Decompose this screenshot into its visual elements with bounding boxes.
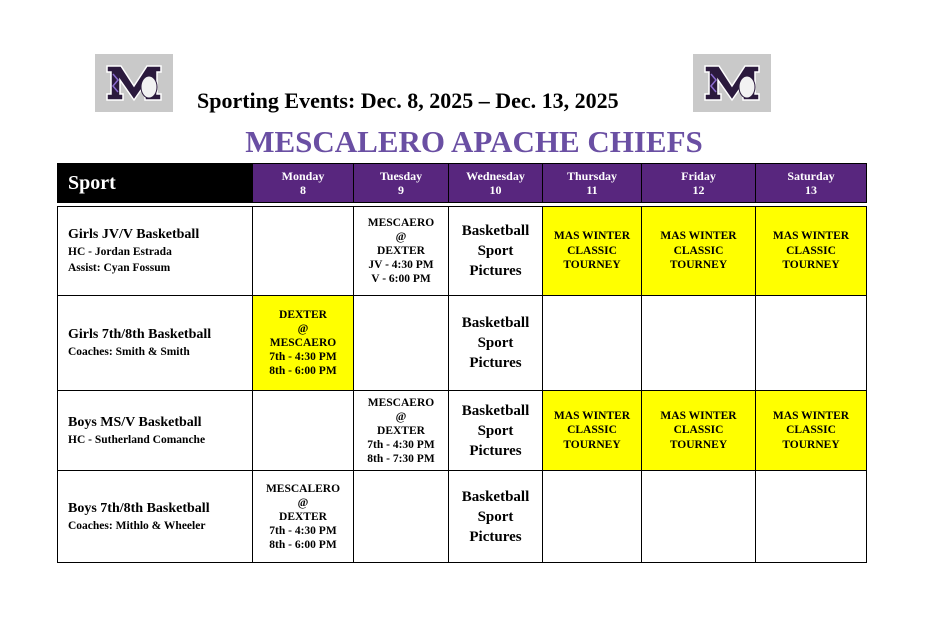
event-line: CLASSIC	[673, 244, 724, 257]
day-header: Wednesday 10	[449, 164, 543, 203]
event-line: MAS WINTER	[553, 230, 631, 243]
day-header: Thursday 11	[543, 164, 642, 203]
empty-cell	[543, 471, 642, 563]
event-line: DEXTER	[279, 309, 327, 321]
event-line: Sport	[477, 243, 514, 259]
event-line: JV - 4:30 PM	[368, 259, 434, 271]
mescalero-m-logo-icon	[95, 54, 173, 112]
event-line: V - 6:00 PM	[371, 273, 431, 285]
coach-line: HC - Sutherland Comanche	[68, 433, 206, 446]
sport-column-header: Sport	[58, 164, 253, 203]
event-line: CLASSIC	[567, 424, 617, 437]
event-line: CLASSIC	[567, 244, 617, 257]
event-line: MESCAERO	[367, 217, 435, 229]
event-cell	[449, 296, 543, 391]
page-title: Sporting Events: Dec. 8, 2025 – Dec. 13, 2025	[197, 88, 619, 113]
event-cell	[253, 296, 354, 391]
event-line: DEXTER	[377, 424, 425, 437]
event-line: @	[395, 410, 407, 423]
event-line: TOURNEY	[669, 259, 728, 272]
event-line: Basketball	[461, 315, 530, 331]
sport-name: Boys MS/V Basketball	[68, 414, 202, 430]
event-line: Pictures	[469, 355, 522, 371]
event-line: 8th - 7:30 PM	[367, 452, 435, 465]
empty-cell	[642, 471, 756, 563]
event-line: TOURNEY	[669, 438, 728, 451]
event-line: CLASSIC	[673, 424, 724, 437]
school-name: MESCALERO APACHE CHIEFS	[245, 124, 703, 159]
event-line: MAS WINTER	[660, 230, 737, 243]
event-line: DEXTER	[279, 510, 327, 523]
sport-cell	[58, 296, 253, 391]
sport-cell	[58, 391, 253, 471]
event-line: 7th - 4:30 PM	[269, 351, 337, 363]
table-row	[58, 391, 867, 471]
table-header-row	[58, 164, 867, 203]
event-line: CLASSIC	[786, 424, 836, 437]
empty-cell	[756, 471, 867, 563]
event-line: @	[297, 323, 309, 335]
event-line: 7th - 4:30 PM	[367, 438, 435, 451]
event-line: TOURNEY	[782, 438, 840, 451]
event-line: MAS WINTER	[660, 409, 737, 422]
empty-cell	[354, 296, 449, 391]
event-line: MAS WINTER	[553, 409, 631, 422]
event-cell	[449, 391, 543, 471]
coach-line: Coaches: Smith & Smith	[68, 346, 190, 358]
event-line: MAS WINTER	[772, 409, 850, 422]
empty-cell	[253, 207, 354, 296]
event-line: Basketball	[461, 402, 530, 419]
event-cell	[543, 207, 642, 296]
event-cell	[543, 391, 642, 471]
event-line: MESCAERO	[367, 396, 435, 409]
day-header: Friday 12	[642, 164, 756, 203]
event-cell	[756, 391, 867, 471]
event-line: DEXTER	[377, 245, 425, 257]
coach-line: HC - Jordan Estrada	[68, 246, 172, 258]
event-cell	[354, 207, 449, 296]
event-line: TOURNEY	[563, 259, 621, 272]
coach-line: Coaches: Mithlo & Wheeler	[68, 519, 206, 532]
event-line: 8th - 6:00 PM	[269, 365, 337, 377]
empty-cell	[253, 391, 354, 471]
event-cell	[642, 391, 756, 471]
event-line: Pictures	[469, 528, 522, 545]
event-line: MESCAERO	[269, 337, 337, 349]
event-line: CLASSIC	[786, 244, 836, 257]
event-line: 7th - 4:30 PM	[269, 524, 337, 537]
event-line: Pictures	[469, 442, 522, 459]
event-cell	[642, 207, 756, 296]
event-line: Sport	[477, 422, 514, 439]
sport-name: Girls JV/V Basketball	[68, 227, 200, 242]
event-line: MESCALERO	[265, 482, 341, 495]
day-header: Tuesday 9	[354, 164, 449, 203]
table-row	[58, 296, 867, 391]
table-row	[58, 207, 867, 296]
sport-name: Girls 7th/8th Basketball	[68, 327, 212, 342]
day-header: Monday 8	[253, 164, 354, 203]
event-line: TOURNEY	[782, 259, 840, 272]
empty-cell	[543, 296, 642, 391]
table-row	[58, 471, 867, 563]
event-line: Sport	[477, 335, 514, 351]
day-header: Saturday 13	[756, 164, 867, 203]
empty-cell	[756, 296, 867, 391]
event-line: 8th - 6:00 PM	[269, 538, 337, 551]
event-line: MAS WINTER	[772, 230, 850, 243]
empty-cell	[354, 471, 449, 563]
event-cell	[449, 207, 543, 296]
sport-cell	[58, 471, 253, 563]
event-line: TOURNEY	[563, 438, 621, 451]
event-line: Basketball	[461, 223, 530, 239]
event-line: Pictures	[469, 263, 522, 279]
event-cell	[253, 471, 354, 563]
mescalero-m-logo-icon	[693, 54, 771, 112]
events-table	[57, 163, 867, 563]
event-cell	[354, 391, 449, 471]
event-line: Sport	[477, 508, 514, 525]
sport-name: Boys 7th/8th Basketball	[68, 500, 210, 516]
sport-cell	[58, 207, 253, 296]
event-line: @	[297, 496, 309, 509]
event-line: Basketball	[461, 488, 530, 505]
coach-line: Assist: Cyan Fossum	[68, 262, 171, 274]
event-cell	[449, 471, 543, 563]
event-line: @	[395, 231, 407, 243]
empty-cell	[642, 296, 756, 391]
event-cell	[756, 207, 867, 296]
